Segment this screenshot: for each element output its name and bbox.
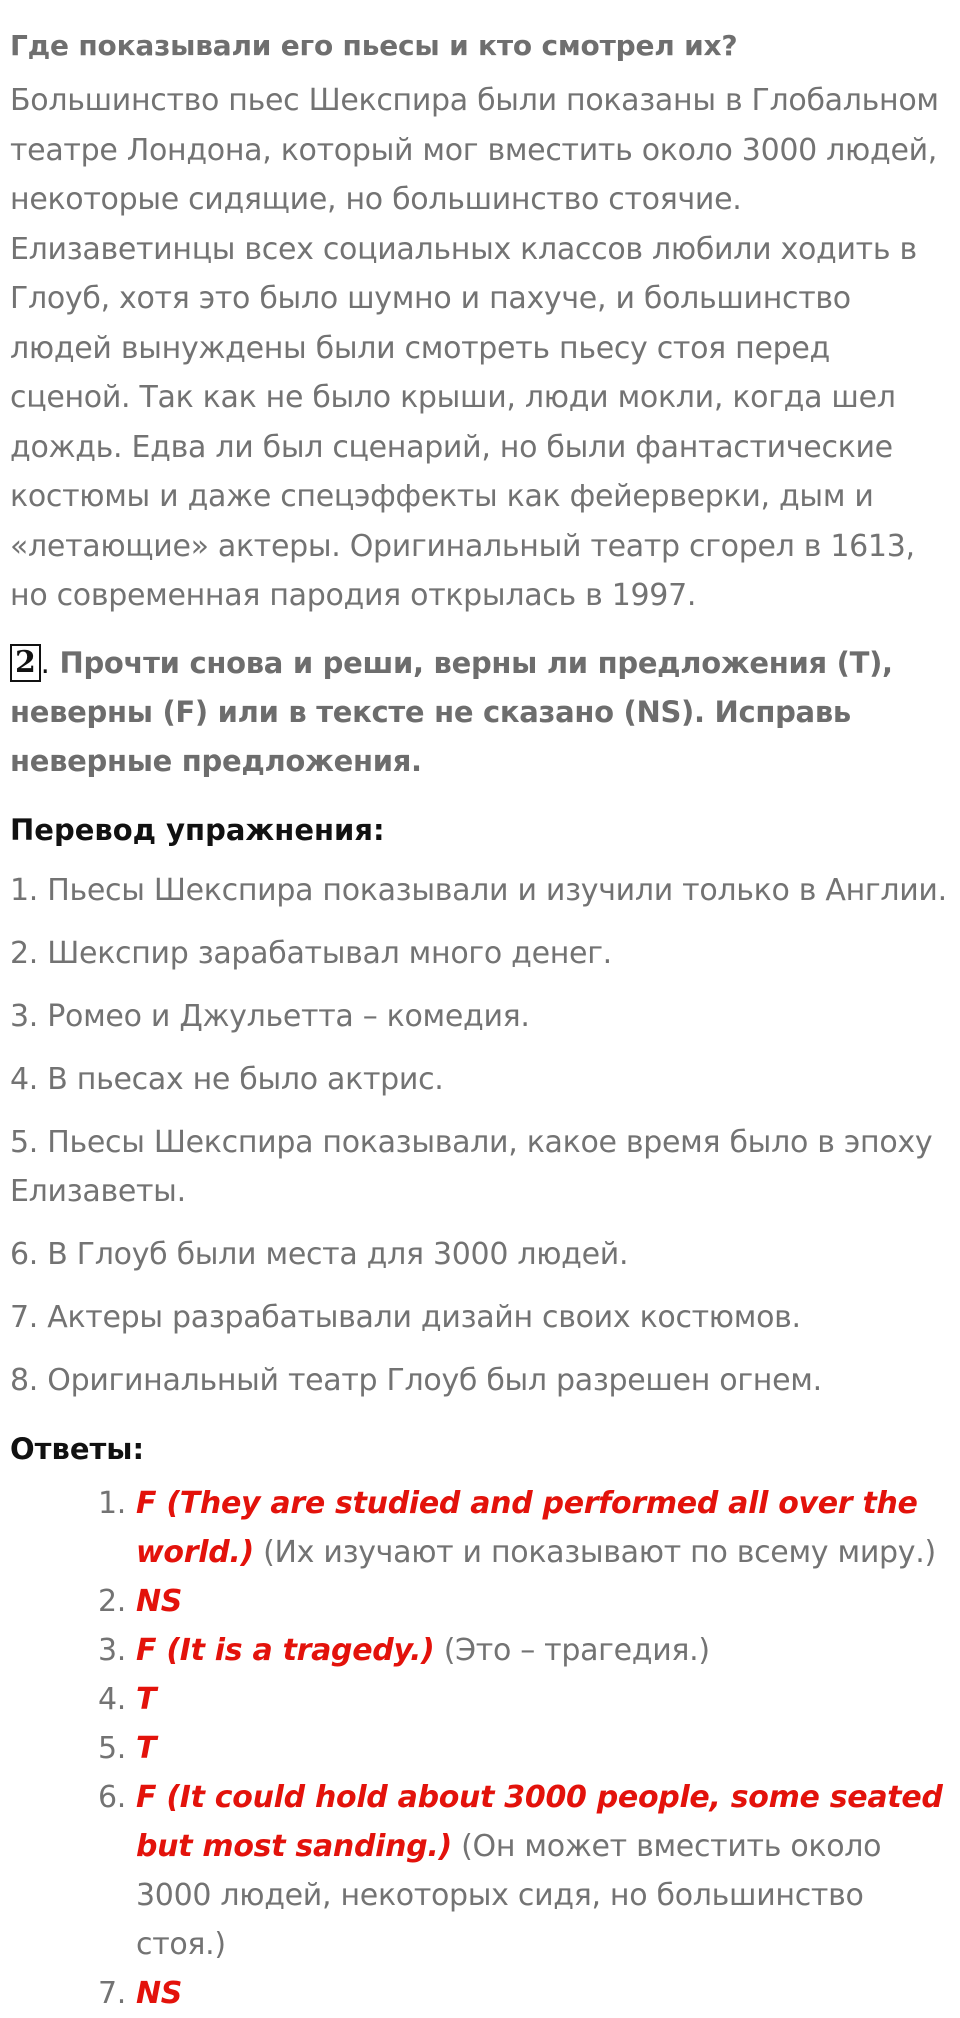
translation-sentence: 3. Ромео и Джульетта – комедия. bbox=[10, 998, 530, 1034]
translation-sentence: 1. Пьесы Шекспира показывали и изучили только в Англии. bbox=[10, 872, 947, 908]
answer-value: NS bbox=[136, 1583, 183, 1619]
answer-value: F (It could hold about 3000 people, some seated but most sanding.) bbox=[136, 1779, 943, 1864]
answer-number: 6. bbox=[98, 1779, 127, 1815]
answer-note: (Это – трагедия.) bbox=[443, 1632, 710, 1668]
answer-value: T bbox=[136, 1730, 157, 1766]
reading-paragraph: Большинство пьес Шекспира были показаны в Глобальном театре Лондона, который мог вместить около 3000 людей, некоторые сидящие, но большинство стоячие. Елизаветинцы всех социальных классов любили ходить в Глоуб, хотя это было шумно и пахуче, и большинство людей вынуждены были смотреть пьесу стоя перед сценой. Так как не было крыши, люди мокли, когда шел дождь. Едва ли был сценарий, но были фантастические костюмы и даже спецэффекты как фейерверки, дым и «летающие» актеры. Оригинальный театр сгорел в 1613, но современная пародия открылась в 1997. bbox=[10, 83, 939, 613]
answer-note: (Он может вместить около 3000 людей, некоторых сидя, но большинство стоя.) bbox=[136, 1828, 882, 1962]
answer-value: T bbox=[136, 1681, 157, 1717]
answer-number: 1. bbox=[98, 1485, 127, 1521]
answer-value: F (It is a tragedy.) bbox=[136, 1632, 435, 1668]
answer-value: NS bbox=[136, 1975, 183, 2011]
answer-number: 5. bbox=[98, 1730, 127, 1766]
question-title: Где показывали его пьесы и кто смотрел их? bbox=[10, 29, 738, 62]
answers-list bbox=[10, 1479, 950, 2018]
translation-sentence: 4. В пьесах не было актрис. bbox=[10, 1061, 444, 1097]
translation-sentence: 5. Пьесы Шекспира показывали, какое время было в эпоху Елизаветы. bbox=[10, 1124, 933, 1209]
answer-number: 2. bbox=[98, 1583, 127, 1619]
translation-heading: Перевод упражнения: bbox=[10, 812, 385, 847]
answers-heading: Ответы: bbox=[10, 1431, 145, 1466]
task-number-dot: . bbox=[40, 645, 50, 680]
answer-item bbox=[98, 1577, 950, 1626]
answer-item bbox=[98, 1724, 950, 1773]
translation-sentence: 7. Актеры разрабатывали дизайн своих костюмов. bbox=[10, 1299, 801, 1335]
answer-item bbox=[98, 1675, 950, 1724]
answer-value: F (They are studied and performed all over the world.) bbox=[136, 1485, 918, 1570]
answer-number: 4. bbox=[98, 1681, 127, 1717]
answer-number: 7. bbox=[98, 1975, 127, 2011]
translation-sentence: 2. Шекспир зарабатывал много денег. bbox=[10, 935, 612, 971]
translation-sentence: 8. Оригинальный театр Глоуб был разрешен огнем. bbox=[10, 1362, 822, 1398]
answer-item bbox=[98, 1969, 950, 2018]
answer-item bbox=[98, 1479, 950, 1577]
task-instruction bbox=[10, 639, 950, 786]
translation-sentence: 6. В Глоуб были места для 3000 людей. bbox=[10, 1236, 629, 1272]
translation-list bbox=[10, 866, 950, 1405]
answer-item bbox=[98, 1626, 950, 1675]
answer-number: 3. bbox=[98, 1632, 127, 1668]
task-number-box: 2 bbox=[10, 644, 41, 682]
answer-note: (Их изучают и показывают по всему миру.) bbox=[263, 1534, 936, 1570]
answer-item bbox=[98, 1773, 950, 1969]
task-instruction-text: Прочти снова и реши, верны ли предложения (T), неверны (F) или в тексте не сказано (NS). Исправь неверные предложения. bbox=[10, 645, 893, 778]
